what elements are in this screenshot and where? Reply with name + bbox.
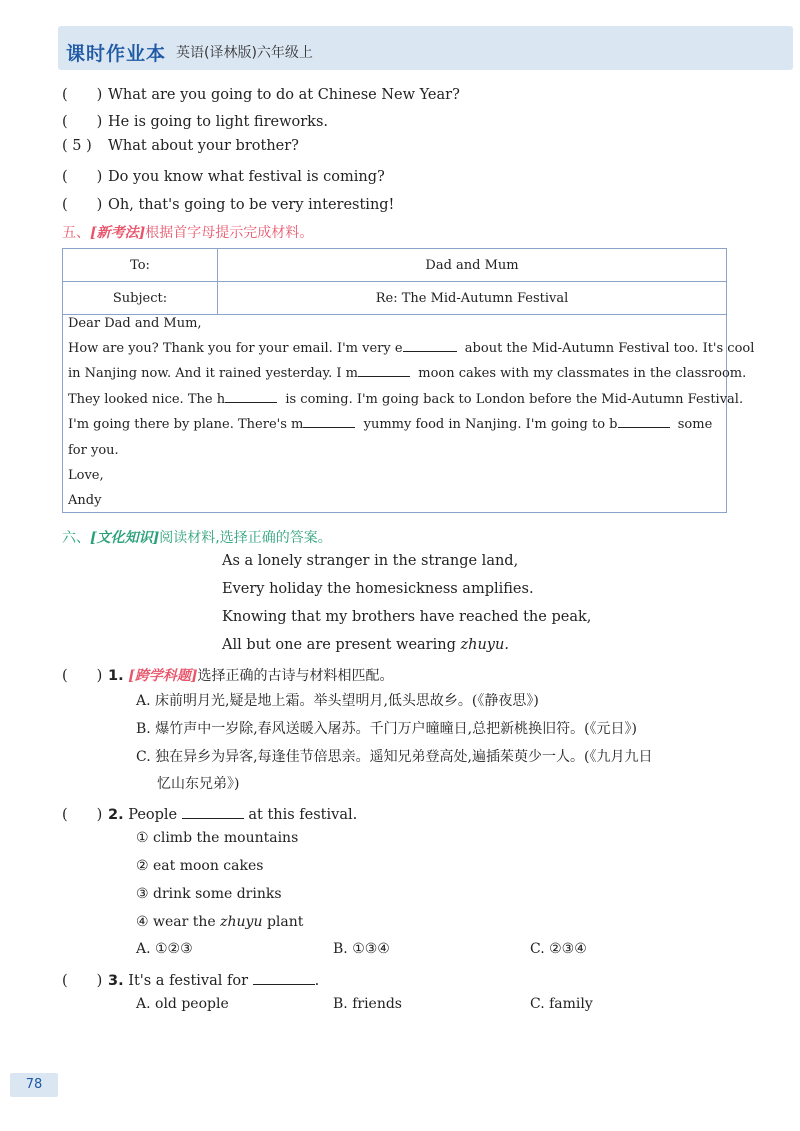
option-c[interactable]: C. family bbox=[530, 996, 593, 1012]
section-title: 阅读材料,选择正确的答案。 bbox=[159, 530, 332, 546]
closing: Love, bbox=[68, 468, 104, 483]
email-body bbox=[62, 310, 755, 513]
question-stem: . bbox=[314, 973, 320, 989]
dialogue-text: What about your brother? bbox=[108, 138, 299, 154]
section-tag: [新考法] bbox=[90, 225, 146, 241]
question-stem: It's a festival for bbox=[128, 973, 249, 989]
option-b[interactable]: B. ①③④ bbox=[333, 941, 390, 957]
letter-line bbox=[68, 417, 712, 432]
letter-text: They looked nice. The h bbox=[68, 392, 226, 407]
section-number: 六、 bbox=[62, 530, 90, 546]
dialogue-text: What are you going to do at Chinese New Year? bbox=[108, 87, 460, 103]
answer-paren[interactable]: ( ) bbox=[62, 87, 103, 103]
item-italic: zhuyu bbox=[220, 914, 263, 930]
header-bar bbox=[58, 26, 793, 70]
item-3: ③ drink some drinks bbox=[136, 886, 282, 902]
answer-paren[interactable]: ( ) bbox=[62, 114, 103, 130]
answer-paren[interactable]: ( ) bbox=[62, 807, 103, 823]
item-1: ① climb the mountains bbox=[136, 830, 299, 846]
question-stem: at this festival. bbox=[248, 807, 358, 823]
fill-blank[interactable] bbox=[403, 351, 457, 352]
question-1 bbox=[62, 664, 393, 685]
subject-label: Subject: bbox=[63, 282, 218, 315]
option-a[interactable]: A. ①②③ bbox=[136, 941, 193, 957]
poem-line: Every holiday the homesickness amplifies. bbox=[222, 581, 534, 597]
page-number: 78 bbox=[10, 1073, 58, 1097]
question-number: 2. bbox=[108, 807, 124, 823]
letter-line bbox=[68, 366, 746, 381]
greeting: Dear Dad and Mum, bbox=[68, 316, 202, 331]
section6-heading bbox=[62, 527, 332, 547]
letter-text: I'm going there by plane. There's m bbox=[68, 417, 304, 432]
fill-blank[interactable] bbox=[303, 427, 355, 428]
option-b[interactable]: B. 爆竹声中一岁除,春风送暖入屠苏。千门万户曈曈日,总把新桃换旧符。(《元日》) bbox=[136, 721, 638, 737]
question-number: 3. bbox=[108, 973, 124, 989]
dialogue-text: Do you know what festival is coming? bbox=[108, 169, 385, 185]
question-number: 1. bbox=[108, 668, 124, 684]
section-title: 根据首字母提示完成材料。 bbox=[145, 225, 314, 241]
question-tag: [跨学科题] bbox=[128, 668, 198, 684]
subject-value: Re: The Mid-Autumn Festival bbox=[218, 282, 727, 315]
dialogue-line bbox=[62, 193, 394, 214]
signature: Andy bbox=[68, 493, 102, 508]
letter-text: How are you? Thank you for your email. I'm very e bbox=[68, 341, 403, 356]
answer-paren[interactable]: ( 5 ) bbox=[62, 138, 92, 154]
poem-line: Knowing that my brothers have reached the peak, bbox=[222, 609, 592, 625]
dialogue-text: He is going to light fireworks. bbox=[108, 114, 328, 130]
page-header bbox=[0, 0, 800, 78]
fill-blank[interactable] bbox=[182, 818, 244, 819]
option-a[interactable]: A. old people bbox=[136, 996, 229, 1012]
email-header-table bbox=[62, 248, 727, 315]
poem-line bbox=[222, 637, 509, 653]
question-3 bbox=[62, 969, 319, 990]
dialogue-line bbox=[62, 83, 460, 104]
letter-line: for you. bbox=[68, 443, 119, 458]
fill-blank[interactable] bbox=[618, 427, 670, 428]
option-a[interactable]: A. 床前明月光,疑是地上霜。举头望明月,低头思故乡。(《静夜思》) bbox=[136, 693, 539, 709]
section-tag: [文化知识] bbox=[90, 530, 160, 546]
item-text: ④ wear the bbox=[136, 914, 216, 930]
item-2: ② eat moon cakes bbox=[136, 858, 264, 874]
letter-text: is coming. I'm going back to London before the Mid-Autumn Festival. bbox=[285, 392, 744, 407]
dialogue-text: Oh, that's going to be very interesting! bbox=[108, 197, 395, 213]
poem-text: All but one are present wearing bbox=[222, 637, 456, 653]
to-label: To: bbox=[63, 249, 218, 282]
poem-italic: zhuyu. bbox=[460, 637, 509, 653]
letter-text: in Nanjing now. And it rained yesterday. I m bbox=[68, 366, 358, 381]
option-c-cont: 忆山东兄弟》) bbox=[157, 776, 240, 792]
answer-paren[interactable]: ( ) bbox=[62, 169, 103, 185]
item-4 bbox=[136, 914, 303, 930]
letter-text: yummy food in Nanjing. I'm going to b bbox=[363, 417, 618, 432]
dialogue-line bbox=[62, 110, 328, 131]
question-2 bbox=[62, 803, 357, 824]
option-b[interactable]: B. friends bbox=[333, 996, 402, 1012]
item-text: plant bbox=[266, 914, 304, 930]
question-stem: 选择正确的古诗与材料相匹配。 bbox=[197, 668, 394, 684]
dialogue-line bbox=[62, 165, 385, 186]
dialogue-line bbox=[62, 138, 299, 154]
answer-paren[interactable]: ( ) bbox=[62, 197, 103, 213]
letter-line bbox=[68, 341, 754, 356]
fill-blank[interactable] bbox=[253, 984, 315, 985]
answer-paren[interactable]: ( ) bbox=[62, 973, 103, 989]
question-stem: People bbox=[128, 807, 178, 823]
option-c[interactable]: C. ②③④ bbox=[530, 941, 587, 957]
letter-text: moon cakes with my classmates in the classroom. bbox=[418, 366, 747, 381]
series-title: 课时作业本 bbox=[66, 43, 167, 65]
option-c[interactable]: C. 独在异乡为异客,每逢佳节倍思亲。遥知兄弟登高处,遍插茱萸少一人。(《九月九日 bbox=[136, 749, 653, 765]
letter-text: some bbox=[677, 417, 713, 432]
subject-title: 英语(译林版)六年级上 bbox=[176, 45, 313, 61]
answer-paren[interactable]: ( ) bbox=[62, 668, 103, 684]
fill-blank[interactable] bbox=[225, 402, 277, 403]
letter-text: about the Mid-Autumn Festival too. It's cool bbox=[464, 341, 755, 356]
fill-blank[interactable] bbox=[358, 376, 410, 377]
letter-line bbox=[68, 392, 743, 407]
section5-heading bbox=[62, 222, 313, 242]
poem-line: As a lonely stranger in the strange land, bbox=[222, 553, 519, 569]
section-number: 五、 bbox=[62, 225, 90, 241]
to-value: Dad and Mum bbox=[218, 249, 727, 282]
